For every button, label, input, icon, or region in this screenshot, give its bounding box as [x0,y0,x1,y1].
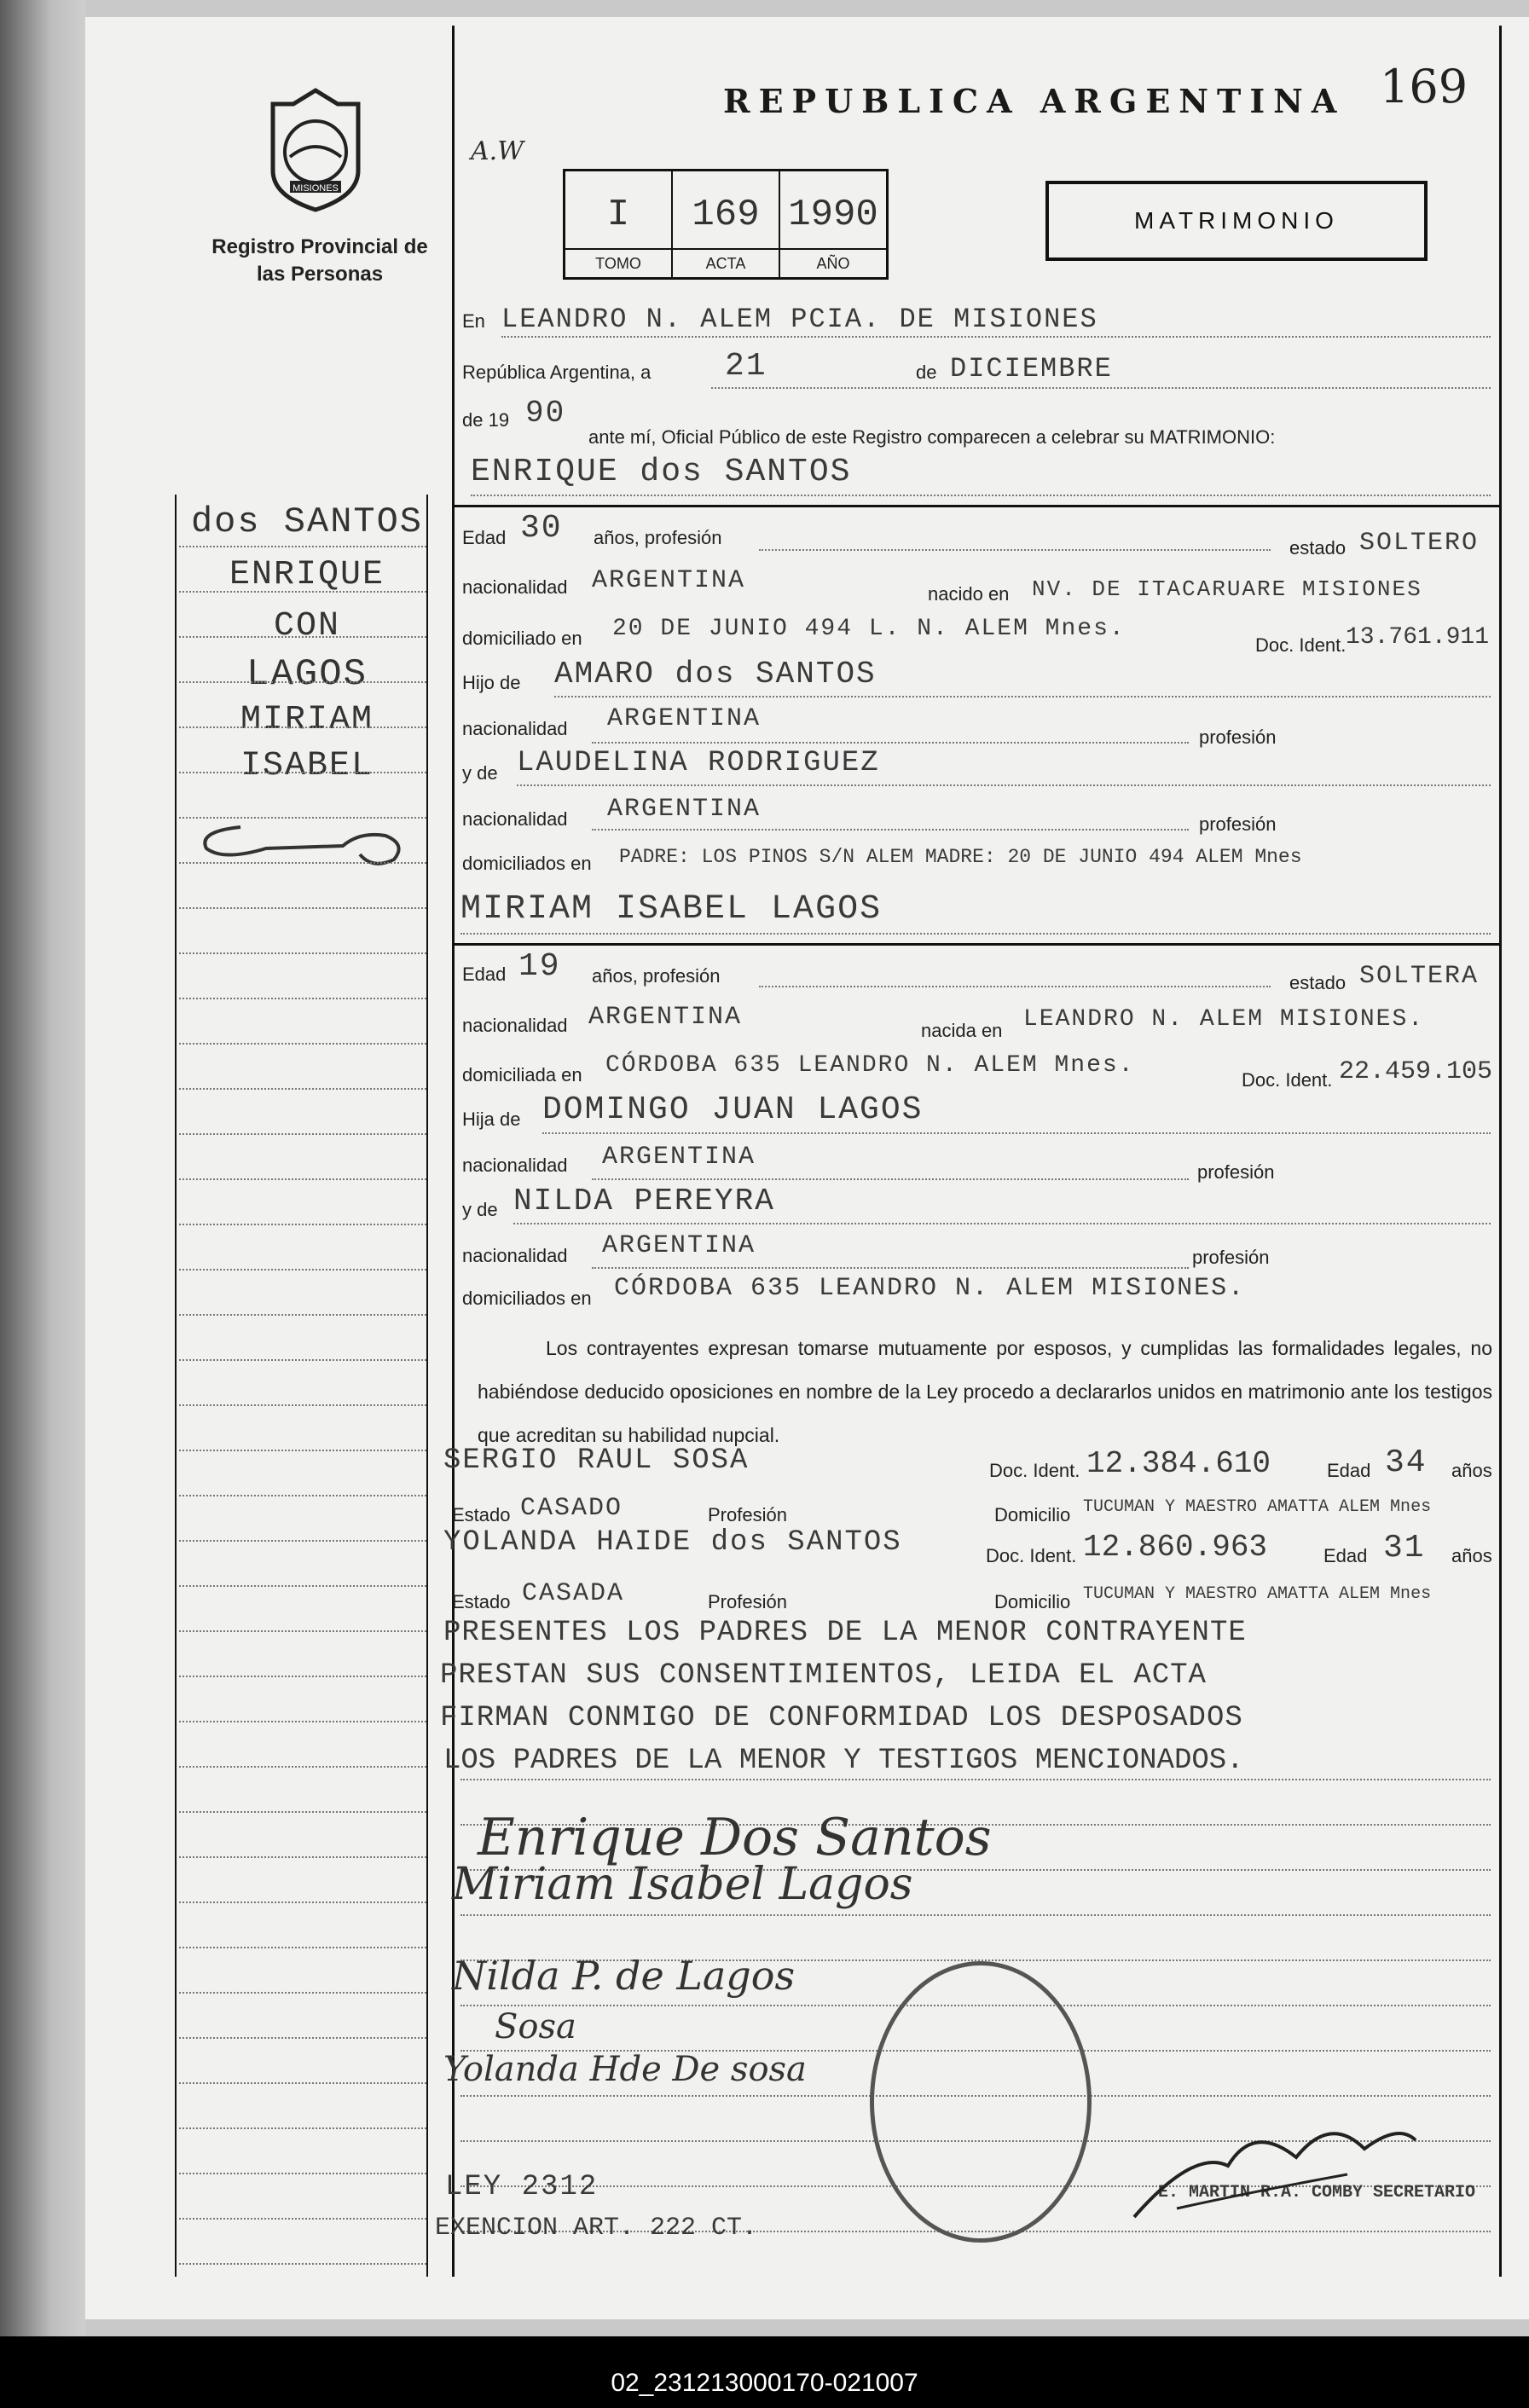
witness-2-doc: 12.860.963 [1083,1530,1268,1565]
groom-estado-label: estado [1289,537,1347,559]
margin-line-1: dos SANTOS [190,501,424,542]
ante-text: ante mí, Oficial Público de este Registro comparecen a celebrar su MATRIMONIO: [588,426,1276,448]
margin-rule [179,1540,426,1542]
witness-2-address: TUCUMAN Y MAESTRO AMATTA ALEM Mnes [1083,1584,1432,1604]
bride-father-prof-label: profesión [1197,1161,1275,1183]
acta-label: ACTA [673,248,779,277]
margin-rule [179,1856,426,1858]
acta-value: 169 [692,194,760,236]
margin-rule [179,998,426,999]
groom-parents-address: PADRE: LOS PINOS S/N ALEM MADRE: 20 DE JUNIO 494 ALEM Mnes [619,846,1302,868]
anio-value: 1990 [788,194,878,236]
bride-father: DOMINGO JUAN LAGOS [542,1091,924,1128]
margin-rule [179,2037,426,2039]
margin-rule [179,1947,426,1948]
witness-1-dom-label: Domicilio [994,1504,1071,1525]
margin-rule [179,2127,426,2129]
margin-annotation: A.W [471,136,524,166]
bride-father-nationality: ARGENTINA [602,1143,756,1172]
signature-witness-1: Sosa [495,2007,576,2046]
witness-1-age: 34 [1385,1444,1428,1481]
bride-mother-nac-label: nacionalidad [462,1245,568,1266]
margin-rule [179,2263,426,2265]
margin-flourish-icon [189,810,411,870]
bride-anos-label: años, profesión [592,965,721,987]
groom-father-prof-label: profesión [1199,726,1277,748]
groom-edad-label: Edad [462,527,507,548]
margin-rule [179,1811,426,1813]
bride-nac-label: nacionalidad [462,1015,568,1036]
de-label: de [916,362,937,383]
groom-anos-label: años, profesión [594,527,722,548]
groom-dom-label: domiciliado en [462,628,582,649]
margin-rule [179,2082,426,2084]
witness-1-name: SERGIO RAUL SOSA [443,1444,750,1477]
margin-rule [179,1585,426,1587]
line [542,1132,1491,1134]
column-divider [452,26,455,2277]
line [592,1267,1189,1269]
line [592,1178,1189,1180]
margin-rule [179,1902,426,1903]
line [592,742,1189,744]
witness-2-age: 31 [1383,1530,1426,1566]
groom-status: SOLTERO [1359,529,1480,558]
witness-2-doc-label: Doc. Ident. [986,1545,1077,1566]
bride-hija-label: Hija de [462,1108,521,1130]
tomo-value: I [606,194,630,236]
margin-rule [179,817,426,819]
signature-bride: Miriam Isabel Lagos [452,1859,913,1910]
line [592,829,1189,831]
witness-2-anos-label: años [1451,1545,1492,1566]
witness-1-edad-label: Edad [1327,1460,1371,1481]
groom-hijo-label: Hijo de [462,672,521,693]
groom-address: 20 DE JUNIO 494 L. N. ALEM Mnes. [612,616,1126,642]
official-stamp-name: E. MARTIN R.A. COMBY SECRETARIO [1158,2183,1476,2203]
bride-mother: NILDA PEREYRA [513,1184,775,1218]
bride-status: SOLTERA [1359,962,1480,991]
bride-age: 19 [518,948,561,985]
bride-doc: 22.459.105 [1339,1057,1493,1086]
witness-1-status: CASADO [520,1494,623,1523]
document-page [85,17,1529,2319]
tomo-label: TOMO [565,248,671,277]
anio-label: AÑO [780,248,886,277]
groom-mother-nac-label: nacionalidad [462,808,568,830]
margin-rule [179,546,426,547]
exencion-text: EXENCION ART. 222 CT. [435,2214,758,2243]
ley-text: LEY 2312 [445,2171,599,2203]
margin-rule [179,1314,426,1316]
margin-rule [179,681,426,683]
groom-mother-nationality: ARGENTINA [607,795,762,824]
margin-rule [179,2218,426,2220]
page-title: REPUBLICA ARGENTINA [723,82,1346,120]
groom-doc: 13.761.911 [1346,624,1490,651]
file-footer: 02_231213000170-021007 [611,2369,918,2397]
declaration-paragraph: Los contrayentes expresan tomarse mutuamente por esposos, y cumplidas las formalidades legales, no habiéndose deducido oposiciones en nombre de la Ley procedo a declararlos unidos en matrimonio ante los testigos que acreditan su habilidad nupcial. [478,1337,1492,1446]
groom-age: 30 [520,510,563,547]
record-number-box [563,169,889,280]
margin-rule [179,636,426,638]
note-line-3: FIRMAN CONMIGO DE CONFORMIDAD LOS DESPOSADOS [440,1702,1243,1734]
registry-name: Registro Provincial de las Personas [211,235,428,286]
witness-1-prof-label: Profesión [708,1504,787,1525]
bride-name: MIRIAM ISABEL LAGOS [460,890,883,929]
bride-dom-label: domiciliada en [462,1064,582,1085]
line [759,549,1271,551]
margin-rule [179,1450,426,1451]
line [471,495,1491,496]
margin-rule [179,1766,426,1768]
seal-text: MISIONES [292,183,339,194]
right-border [1499,26,1502,2277]
margin-line-6: ISABEL [240,747,374,785]
margin-rule [179,1269,426,1271]
witness-2-edad-label: Edad [1323,1545,1368,1566]
bride-parents-dom-label: domiciliados en [462,1288,592,1309]
margin-rule [179,862,426,864]
bride-doc-label: Doc. Ident. [1242,1069,1333,1091]
bride-nacida-label: nacida en [921,1020,1003,1041]
anio-cell [780,171,886,277]
official-signature-icon [1126,2098,1433,2234]
section-divider [455,943,1499,946]
witness-2-dom-label: Domicilio [994,1591,1071,1612]
bride-mother-prof-label: profesión [1192,1247,1270,1268]
line [711,387,1491,389]
bride-nationality: ARGENTINA [588,1003,743,1032]
groom-nac-label: nacionalidad [462,576,568,598]
groom-name: ENRIQUE dos SANTOS [471,454,852,490]
section-divider [455,505,1499,507]
en-label: En [462,310,485,332]
margin-rule [179,1133,426,1135]
bride-father-nac-label: nacionalidad [462,1155,568,1176]
groom-parents-dom-label: domiciliados en [462,853,592,874]
witness-1-doc-label: Doc. Ident. [989,1460,1080,1481]
signature-groom: Enrique Dos Santos [478,1808,992,1867]
margin-line-4: LAGOS [246,653,368,696]
witness-1-estado-label: Estado [452,1504,511,1525]
bride-yde-label: y de [462,1199,498,1220]
margin-rule [179,907,426,909]
line [501,336,1491,338]
official-stamp-icon [870,1961,1092,2243]
note-line-2: PRESTAN SUS CONSENTIMIENTOS, LEIDA EL ACTA [440,1659,1207,1692]
margin-rule [179,1721,426,1722]
bride-address: CÓRDOBA 635 LEANDRO N. ALEM Mnes. [605,1052,1135,1079]
republica-label: República Argentina, a [462,362,652,383]
tomo-cell [565,171,673,277]
witness-2-name: YOLANDA HAIDE dos SANTOS [443,1526,902,1559]
margin-rule [179,1992,426,1994]
margin-rule [179,2173,426,2174]
misiones-seal-icon [256,85,375,213]
note-line-1: PRESENTES LOS PADRES DE LA MENOR CONTRAYENTE [443,1617,1247,1649]
year-prefix: de 19 [462,409,510,431]
signature-witness-2: Yolanda Hde De sosa [443,2050,807,2089]
margin-rule [179,772,426,773]
body-rule [460,1914,1491,1916]
margin-rule [179,1043,426,1045]
margin-rule [179,1495,426,1496]
margin-rule [179,1224,426,1225]
groom-nationality: ARGENTINA [592,566,746,595]
bride-estado-label: estado [1289,972,1347,993]
margin-rule [179,952,426,954]
day-value: 21 [725,348,767,385]
acta-cell [673,171,780,277]
year-suffix: 90 [525,396,566,431]
witness-2-status: CASADA [522,1579,625,1608]
groom-yde-label: y de [462,762,498,784]
groom-born-in: NV. DE ITACARUARE MISIONES [1032,576,1422,602]
margin-rule [179,1359,426,1361]
line [759,986,1271,987]
margin-line-5: MIRIAM [240,701,374,739]
page-number: 169 [1380,60,1468,113]
month-value: DICIEMBRE [950,353,1113,385]
margin-rule [179,591,426,593]
margin-rule [179,1178,426,1180]
groom-father: AMARO dos SANTOS [554,657,877,692]
groom-mother: LAUDELINA RODRIGUEZ [517,747,880,779]
margin-rule [179,1088,426,1090]
margin-left-border [175,495,177,2277]
note-line-4: LOS PADRES DE LA MENOR Y TESTIGOS MENCIONADOS. [443,1745,1244,1777]
margin-rule [179,1404,426,1406]
groom-nacido-label: nacido en [928,583,1010,605]
witness-2-estado-label: Estado [452,1591,511,1612]
bride-edad-label: Edad [462,964,507,985]
witness-1-address: TUCUMAN Y MAESTRO AMATTA ALEM Mnes [1083,1497,1432,1517]
groom-father-nationality: ARGENTINA [607,704,762,733]
signature-mother: Nilda P. de Lagos [452,1953,796,1999]
margin-rule [179,1630,426,1632]
line [554,696,1491,698]
body-rule [460,1779,1491,1780]
bride-mother-nationality: ARGENTINA [602,1231,756,1260]
witness-2-prof-label: Profesión [708,1591,787,1612]
bride-parents-address: CÓRDOBA 635 LEANDRO N. ALEM MISIONES. [614,1274,1246,1303]
margin-line-3: CON [273,607,340,645]
line [460,933,1491,935]
line [513,1223,1491,1224]
binding-edge [0,0,85,2336]
groom-doc-label: Doc. Ident. [1255,634,1347,656]
margin-rule [179,726,426,728]
margin-rule [179,1676,426,1677]
line [517,784,1491,786]
groom-father-nac-label: nacionalidad [462,718,568,739]
witness-1-doc: 12.384.610 [1086,1446,1271,1481]
record-type-box: MATRIMONIO [1045,181,1428,261]
bride-born-in: LEANDRO N. ALEM MISIONES. [1023,1006,1425,1033]
groom-mother-prof-label: profesión [1199,813,1277,835]
place-value: LEANDRO N. ALEM PCIA. DE MISIONES [501,304,1098,335]
witness-1-anos-label: años [1451,1460,1492,1481]
margin-line-2: ENRIQUE [229,556,385,594]
